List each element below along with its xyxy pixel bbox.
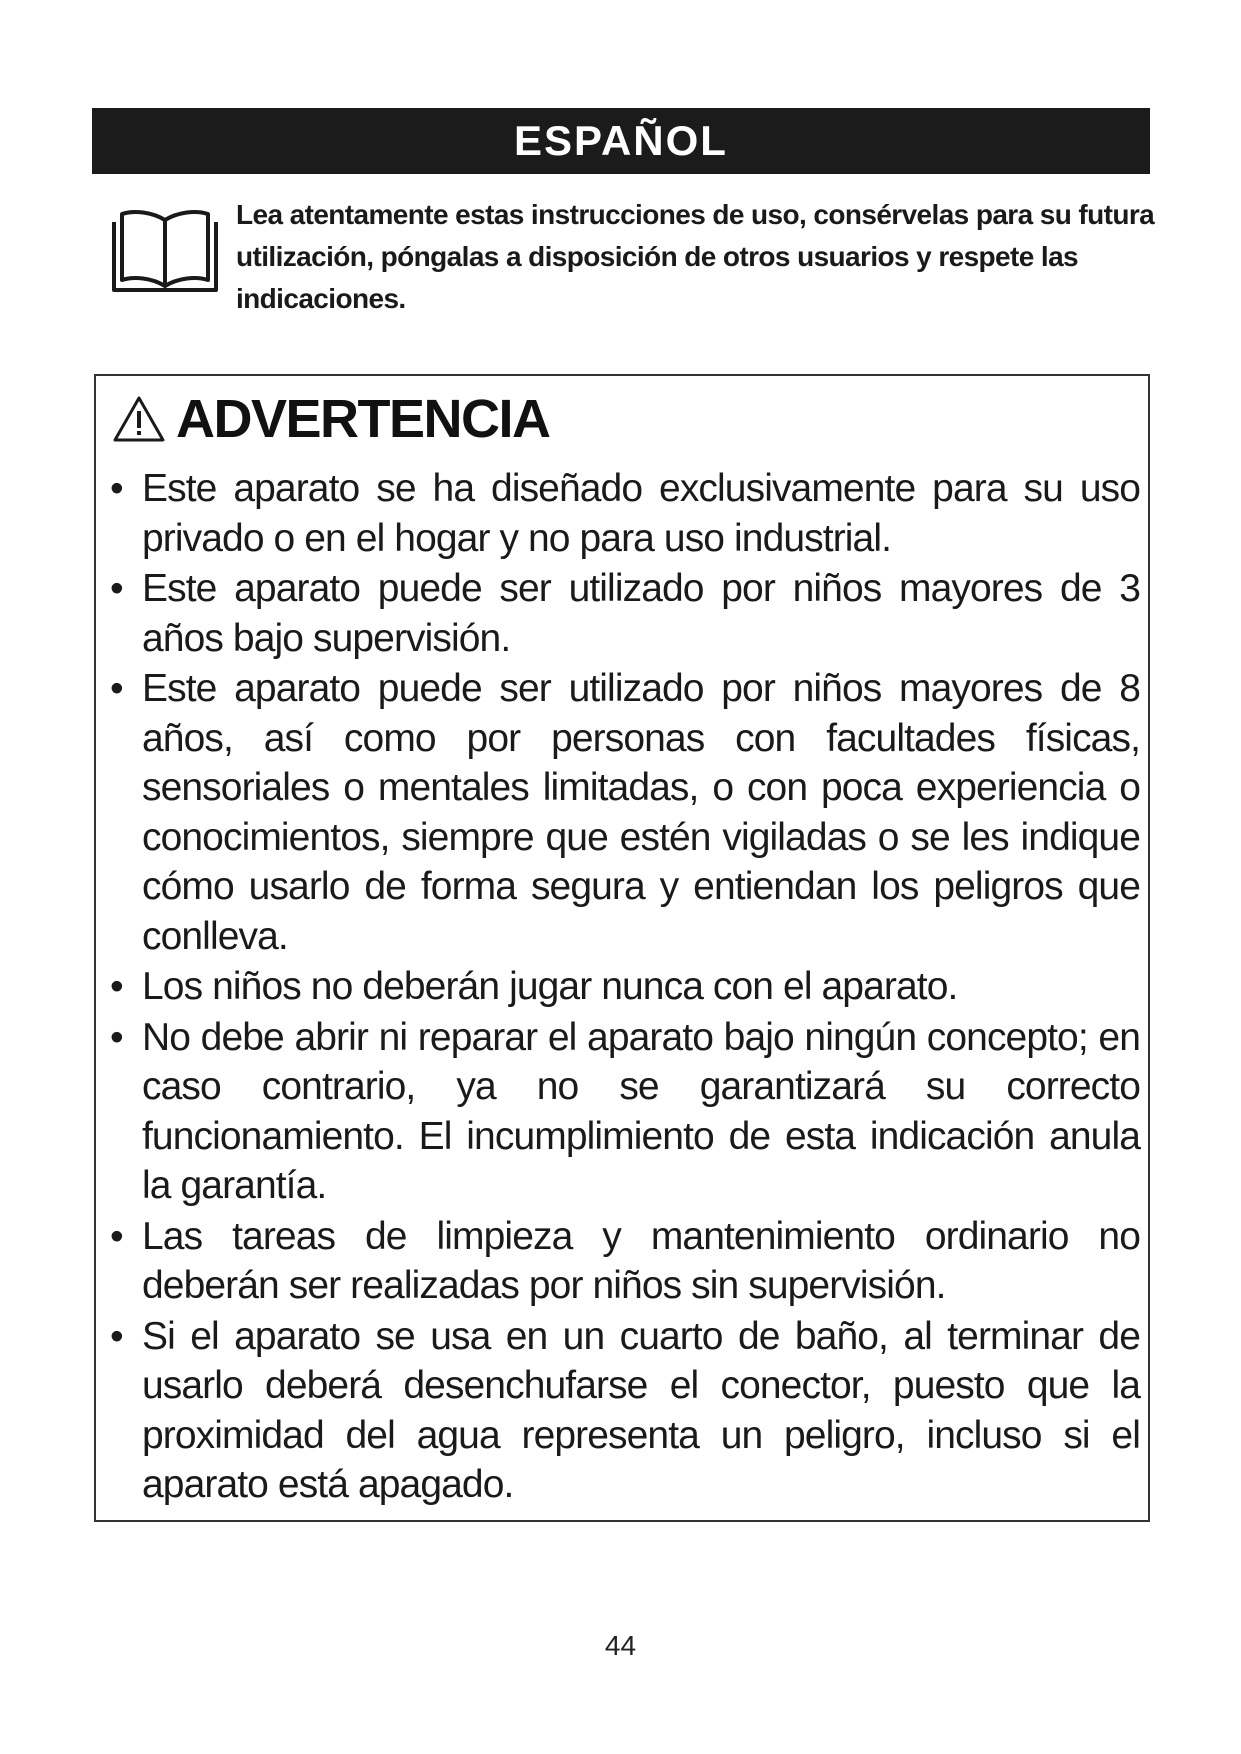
list-item-text: Este aparato se ha diseñado exclusivamente para su uso privado o en el hogar y no para uso industrial. [142, 467, 1140, 560]
list-item-text: Si el aparato se usa en un cuarto de baño, al terminar de usarlo deberá desenchufarse el conector, puesto que la proximidad del agua representa un peligro, incluso si el aparato está apagado. [142, 1314, 1140, 1506]
list-item-text: Este aparato puede ser utilizado por niños mayores de 8 años, así como por personas con facultades físicas, sensoriales o mentales limitadas, o con poca experiencia o conocimientos, siempre que estén vigiladas o se les indique cómo usarlo de forma segura y entiendan los peligros que conlleva. [142, 667, 1140, 958]
list-item [106, 1312, 1140, 1510]
warning-title: ADVERTENCIA [176, 389, 550, 449]
list-item [106, 664, 1140, 961]
page-number: 44 [604, 1630, 637, 1661]
list-item-text: No debe abrir ni reparar el aparato bajo ningún concepto; en caso contrario, ya no se garantizará su correcto funcionamiento. El incumplimiento de esta indicación anula la garantía. [142, 1015, 1140, 1207]
language-header [92, 108, 1150, 174]
warning-triangle-icon [112, 394, 166, 444]
bullet: • [110, 667, 123, 710]
warning-box [94, 374, 1150, 1522]
list-item [106, 962, 1140, 1012]
list-item [106, 1013, 1140, 1211]
warning-heading [112, 384, 550, 454]
list-item [106, 1212, 1140, 1311]
list-item-text: Los niños no deberán jugar nunca con el aparato. [142, 965, 958, 1008]
bullet: • [110, 1214, 123, 1258]
language-title: ESPAÑOL [514, 117, 728, 164]
list-item-text: Las tareas de limpieza y mantenimiento ordinario no deberán ser realizadas por niños sin supervisión. [142, 1214, 1140, 1307]
warning-list [106, 464, 1140, 1511]
bullet: • [110, 1015, 123, 1059]
bullet: • [110, 567, 123, 610]
list-item-text: Este aparato puede ser utilizado por niños mayores de 3 años bajo supervisión. [142, 567, 1140, 660]
bullet: • [110, 467, 123, 510]
bullet: • [110, 965, 123, 1008]
intro-text: Lea atentamente estas instrucciones de uso, consérvelas para su futura utilización, póngalas a disposición de otros usuarios y respete las indicaciones. [236, 199, 1155, 314]
intro-section [108, 194, 1155, 324]
list-item [106, 564, 1140, 663]
list-item [106, 464, 1140, 563]
bullet: • [110, 1314, 123, 1358]
open-book-icon [108, 206, 222, 296]
